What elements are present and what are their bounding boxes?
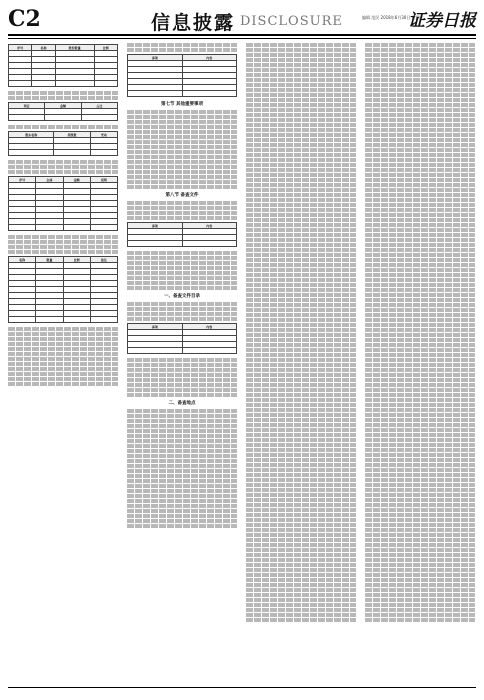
data-table: 序号 名称 股份数量 比例 (8, 44, 118, 87)
section-heading: 二、备查地点 (168, 401, 196, 406)
data-table: 事项 内容 (127, 323, 237, 354)
data-table: 名称 数量 比例 备注 (8, 256, 118, 323)
section-heading: 第八节 备查文件 (165, 193, 199, 198)
section-heading: 第七节 其他重要事项 (160, 102, 204, 107)
data-table: 事项 内容 (127, 222, 237, 247)
section-title-en: DISCLOSURE (240, 14, 343, 29)
section-title: 信息披露 (151, 12, 236, 34)
column-1 (8, 42, 118, 684)
newspaper-logo: 证券日报 (408, 11, 476, 31)
column-2 (127, 42, 237, 684)
data-table: 序号 主体 金额 说明 (8, 176, 118, 231)
masthead (8, 6, 476, 36)
page-footer (8, 687, 476, 688)
data-table: 股东名称 持股数 变动 (8, 131, 118, 156)
header-rule (8, 34, 476, 36)
data-table: 项目 金额 占比 (8, 102, 118, 121)
data-table: 事项 内容 (127, 54, 237, 97)
header-rule-thin (8, 38, 476, 39)
page-code: C2 (8, 6, 41, 32)
section-heading: 一、备查文件目录 (164, 294, 200, 299)
issue-info: 编辑 范民 2018年6月30日 星期六 (362, 15, 424, 20)
column-3 (246, 42, 356, 684)
column-4 (365, 42, 475, 684)
